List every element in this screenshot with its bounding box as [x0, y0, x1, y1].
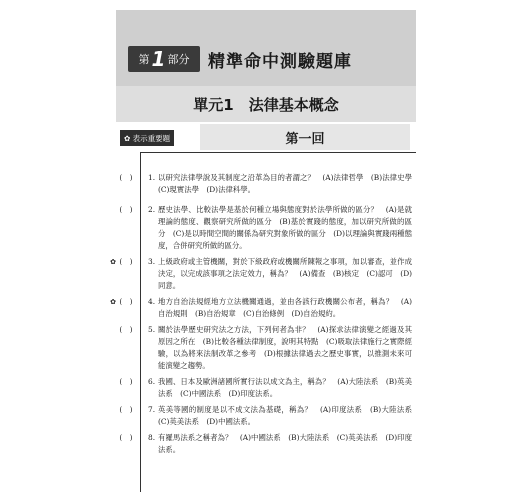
question-number: 3.	[148, 257, 156, 266]
question-text: 歷史法學、比較法學是基於何種立場與態度對於法學所做的區分？ (A)是就理論的態度、觀察研究所做的區分 (B)基於實踐的態度，加以研究所做的區分 (C)是以時間空間的關係為研究對象所做的區分 (D)以理論與實踐兩種態度，合併研究所做的區分。	[158, 205, 412, 250]
question-number: 1.	[148, 173, 156, 182]
question-text: 關於法學歷史研究法之方法，下列何者為非？ (A)探求法律演變之經過及其原因之所在 (B)比較各種法律制度，說明其特點 (C)吸取法律施行之實際經驗，以為將來法制改革之參考 (D)根據法律過去之歷史事實，以推測未來可能演變之趨勢。	[158, 325, 412, 370]
answer-blank: ( )	[119, 173, 133, 182]
answer-blank: ( )	[119, 405, 133, 414]
round-title: 第一回	[285, 132, 325, 147]
question-text: 有羅馬法系之稱者為？ (A)中國法系 (B)大陸法系 (C)英美法系 (D)印度法系。	[158, 433, 412, 454]
answer-blank: ( )	[119, 377, 133, 386]
important-star-icon: ✿	[110, 258, 116, 266]
question-number: 5.	[148, 325, 156, 334]
question-text: 我國、日本及歐洲諸國所實行法以成文為主，稱為？ (A)大陸法系 (B)英美法系 (C)中國法系 (D)印度法系。	[158, 377, 412, 398]
question-number: 4.	[148, 297, 156, 306]
divider-horizontal	[140, 152, 416, 153]
part-badge	[128, 46, 200, 72]
answer-blank: ( )	[119, 297, 133, 306]
question-number: 6.	[148, 377, 156, 386]
part-suffix: 部分	[167, 53, 190, 66]
important-legend-tag	[120, 130, 174, 146]
answer-blank: ( )	[119, 325, 133, 334]
part-title: 精準命中測驗題庫	[208, 52, 352, 72]
important-legend-text: ✿ 表示重要題	[124, 133, 171, 143]
question-number: 2.	[148, 205, 156, 214]
answer-blank: ( )	[119, 205, 133, 214]
important-star-icon: ✿	[110, 298, 116, 306]
answer-blank: ( )	[119, 257, 133, 266]
question-text: 地方自治法規經地方立法機關通過，並由各該行政機關公布者，稱為？ (A)自治規則 (B)自治規章 (C)自治條例 (D)自治規約。	[158, 297, 412, 318]
unit-title: 單元1 法律基本概念	[193, 96, 339, 114]
question-text: 上級政府或主管機關，對於下級政府或機關所陳報之事項，加以審查，並作成決定，以完成該事項之法定效力，稱為？ (A)備查 (B)核定 (C)認可 (D)同意。	[158, 257, 412, 290]
question-text: 英美等國的制度是以不成文法為基礎，稱為？ (A)印度法系 (B)大陸法系 (C)英美法系 (D)中國法系。	[158, 405, 420, 426]
question-number: 8.	[148, 433, 156, 442]
book-page	[110, 0, 420, 500]
answer-blank: ( )	[119, 433, 133, 442]
question-text: 以研究法律學說及其制度之沿革為目的者謂之？ (A)法律哲學 (B)法律史學 (C)現實法學 (D)法律科學。	[158, 173, 420, 194]
question-number: 7.	[148, 405, 156, 414]
part-prefix: 第	[138, 53, 150, 66]
part-number: 1	[151, 47, 166, 71]
divider-vertical	[140, 152, 141, 492]
